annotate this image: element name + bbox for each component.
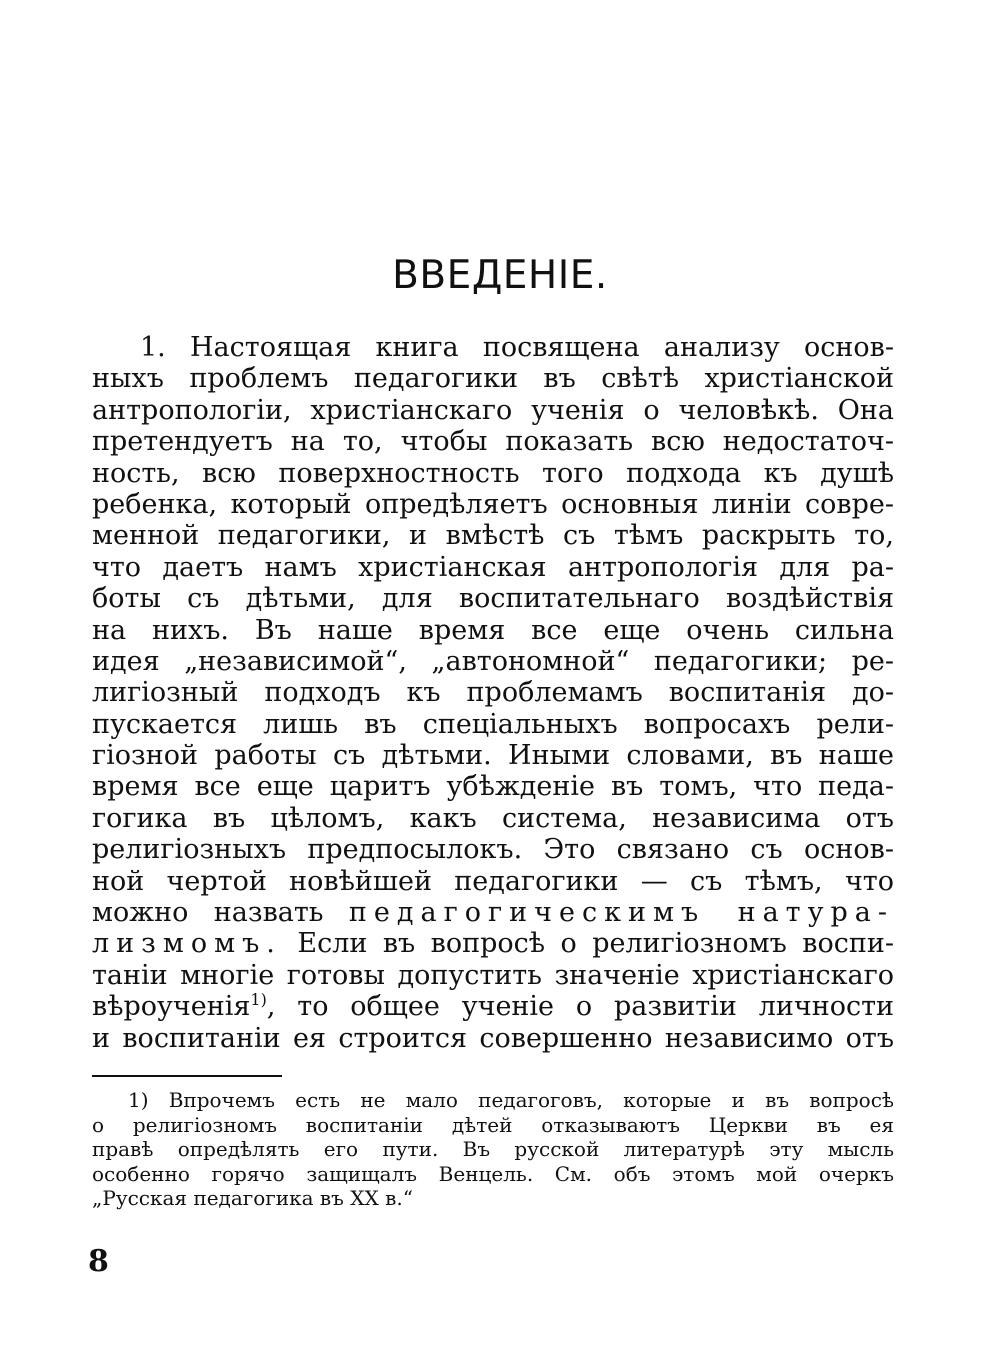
- text-line: гіозной работы съ дѣтьми. Иными словами, въ наше: [92, 740, 894, 772]
- text-line: идея „независимой“, „автономной“ педагогики; ре-: [92, 645, 894, 677]
- text-segment: вѣроученія: [92, 991, 251, 1023]
- text-line: ной чертой новѣйшей педагогики — съ тѣмъ, что: [92, 865, 894, 897]
- spaced-term: лизмомъ.: [92, 928, 282, 960]
- text-segment: можно назвать: [92, 897, 324, 929]
- text-line: [92, 991, 894, 1022]
- chapter-title: ВВЕДЕНІЕ.: [392, 253, 608, 298]
- text-line: время все еще царитъ убѣжденіе въ томъ, что педа-: [92, 771, 894, 803]
- text-line: претендуетъ на то, чтобы показать всю недостаточ-: [92, 426, 894, 458]
- text-line: религіозныхъ предпосылокъ. Это связано съ основ-: [92, 834, 894, 866]
- main-paragraph: [92, 332, 894, 1054]
- text-line: и воспитаніи ея строится совершенно независимо отъ: [92, 1022, 894, 1054]
- text-line: ность, всю поверхностность того подхода къ душѣ: [92, 457, 894, 489]
- footnote-divider: [92, 1075, 282, 1077]
- spaced-term: педагогическимъ натура-: [348, 897, 894, 929]
- page-number: 8: [88, 1244, 109, 1279]
- footnote-reference[interactable]: 1): [250, 990, 267, 1010]
- text-line: [92, 928, 894, 959]
- footnote-line: правѣ опредѣлять его пути. Въ русской литературѣ эту мысль: [92, 1137, 894, 1161]
- text-line: ребенка, который опредѣляетъ основныя линіи совре-: [92, 488, 894, 520]
- footnote-line: 1) Впрочемъ есть не мало педагоговъ, которые и въ вопросѣ: [128, 1088, 894, 1112]
- text-line: менной педагогики, и вмѣстѣ съ тѣмъ раскрыть то,: [92, 520, 894, 552]
- text-line: гогика въ цѣломъ, какъ система, независима отъ: [92, 802, 894, 834]
- text-segment: Если въ вопросѣ о религіозномъ воспи-: [297, 928, 894, 960]
- footnote-line: особенно горячо защищалъ Венцель. См. объ этомъ мой очеркъ: [92, 1161, 894, 1186]
- text-line: что даетъ намъ христіанская антропологія для ра-: [92, 551, 894, 583]
- text-line: антропологіи, христіанскаго ученія о человѣкѣ. Она: [92, 394, 894, 426]
- text-segment: , то общее ученіе о развитіи личности: [266, 991, 894, 1023]
- footnote-line: „Русская педагогика въ XX в.“: [92, 1186, 413, 1210]
- text-line: [92, 897, 894, 928]
- text-line: 1. Настоящая книга посвящена анализу основ-: [140, 332, 894, 363]
- text-line: боты съ дѣтьми, для воспитательнаго воздѣйствія: [92, 583, 894, 615]
- text-line: на нихъ. Въ наше время все еще очень сильна: [92, 614, 894, 646]
- text-line: таніи многіе готовы допустить значеніе христіанскаго: [92, 959, 894, 991]
- footnote-line: о религіозномъ воспитаніи дѣтей отказываютъ Церкви въ ея: [92, 1112, 894, 1137]
- footnote: [92, 1088, 894, 1211]
- text-line: ныхъ проблемъ педагогики въ свѣтѣ христіанской: [92, 363, 894, 395]
- text-line: лигіозный подходъ къ проблемамъ воспитанія до-: [92, 677, 894, 709]
- text-line: пускается лишь въ спеціальныхъ вопросахъ рели-: [92, 708, 894, 740]
